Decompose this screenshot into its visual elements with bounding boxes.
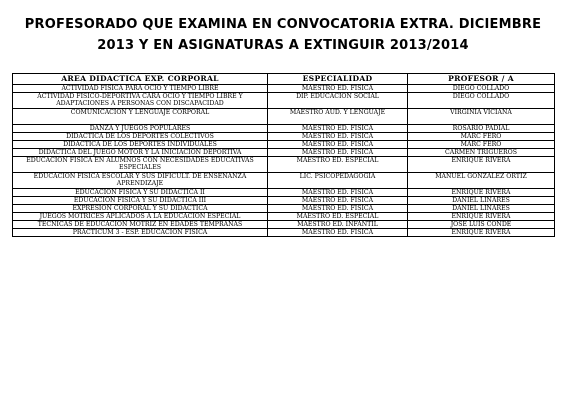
cell-asignatura: TECNICAS DE EDUCACION MOTRIZ EN EDADES TEMPRANAS — [13, 221, 268, 229]
cell-asignatura: DIDACTICA DE LOS DEPORTES COLECTIVOS — [13, 133, 268, 141]
cell-asignatura: JUEGOS MOTRICES APLICADOS A LA EDUCACION ESPECIAL — [13, 213, 268, 221]
cell-especialidad: MAESTRO ED. FISICA — [268, 205, 408, 213]
cell-asignatura: DANZA Y JUEGOS POPULARES — [13, 125, 268, 133]
cell-asignatura: EDUCACION FISICA EN ALUMNOS CON NECESIDADES EDUCATIVAS ESPECIALES — [13, 157, 268, 173]
cell-especialidad: MAESTRO ED. FISICA — [268, 133, 408, 141]
cell-profesor: CARMEN TRIGUEROS — [408, 149, 555, 157]
cell-especialidad: MAESTRO ED. FISICA — [268, 189, 408, 197]
cell-asignatura: PRACTICUM 3 - ESP. EDUCACION FISICA — [13, 229, 268, 237]
cell-especialidad: MAESTRO ED. INFANTIL — [268, 221, 408, 229]
cell-asignatura: EDUCACION FISICA Y SU DIDACTICA III — [13, 197, 268, 205]
cell-especialidad: MAESTRO ED. FISICA — [268, 85, 408, 93]
cell-profesor: MANUEL GONZALEZ ORTIZ — [408, 173, 555, 189]
column-header-especialidad: ESPECIALIDAD — [268, 74, 408, 85]
cell-especialidad: MAESTRO ED. ESPECIAL — [268, 213, 408, 221]
table-row — [13, 189, 555, 197]
cell-profesor: ENRIQUE RIVERA — [408, 189, 555, 197]
cell-asignatura: COMUNICACIÓN Y LENGUAJE CORPORAL — [13, 109, 268, 125]
table-header-row — [13, 74, 555, 85]
table-row — [13, 85, 555, 93]
cell-profesor: VIRGINIA VICIANA — [408, 109, 555, 125]
table-row — [13, 197, 555, 205]
table-row — [13, 157, 555, 173]
cell-especialidad: MAESTRO ED. FISICA — [268, 197, 408, 205]
cell-especialidad: MAESTRO AUD. Y LENGUAJE — [268, 109, 408, 125]
table-row — [13, 109, 555, 125]
cell-profesor: ENRIQUE RIVERA — [408, 157, 555, 173]
column-header-area: AREA DIDACTICA EXP. CORPORAL — [13, 74, 268, 85]
cell-especialidad: MAESTRO ED. FISICA — [268, 229, 408, 237]
cell-asignatura: DIDACTICA DEL JUEGO MOTOR Y LA INICIACION DEPORTIVA — [13, 149, 268, 157]
cell-asignatura: ACTIVIDAD FISICA PARA OCIO Y TIEMPO LIBRE — [13, 85, 268, 93]
cell-profesor: DANIEL LINARES — [408, 205, 555, 213]
cell-asignatura: EDUCACION FISICA Y SU DIDACTICA II — [13, 189, 268, 197]
cell-profesor: ENRIQUE RIVERA — [408, 213, 555, 221]
cell-profesor: MARC FERO — [408, 141, 555, 149]
table-row — [13, 125, 555, 133]
cell-asignatura: EXPRESION CORPORAL Y SU DIDACTICA — [13, 205, 268, 213]
cell-profesor: DANIEL LINARES — [408, 197, 555, 205]
cell-profesor: MARC FERO — [408, 133, 555, 141]
table-row — [13, 229, 555, 237]
cell-especialidad: MAESTRO ED. FISICA — [268, 149, 408, 157]
cell-profesor: DIEGO COLLADO — [408, 93, 555, 109]
table-row — [13, 173, 555, 189]
document-title-line-2: 2013 Y EN ASIGNATURAS A EXTINGUIR 2013/2014 — [97, 38, 469, 53]
exam-professors-table — [12, 73, 555, 237]
cell-especialidad: MAESTRO ED. ESPECIAL — [268, 157, 408, 173]
column-header-profesor: PROFESOR / A — [408, 74, 555, 85]
cell-especialidad: MAESTRO ED. FISICA — [268, 125, 408, 133]
table-row — [13, 93, 555, 109]
cell-profesor: DIEGO COLLADO — [408, 85, 555, 93]
cell-profesor: JOSE LUIS CONDE — [408, 221, 555, 229]
cell-especialidad: MAESTRO ED. FISICA — [268, 141, 408, 149]
cell-profesor: ROSARIO PADIAL — [408, 125, 555, 133]
cell-especialidad: LIC. PSICOPEDAGOGIA — [268, 173, 408, 189]
cell-asignatura: EDUCACION FISICA ESCOLAR Y SUS DIFICULT. DE ENSEÑANZA APRENDIZAJE — [13, 173, 268, 189]
table-row — [13, 149, 555, 157]
table-row — [13, 213, 555, 221]
document-title-line-1: PROFESORADO QUE EXAMINA EN CONVOCATORIA EXTRA. DICIEMBRE — [24, 17, 542, 32]
cell-asignatura: ACTIVIDAD FISICO-DEPORTIVA CARA OCIO Y TIEMPO LIBRE Y ADAPTACIONES A PERSONAS CON DISCAPACIDAD — [13, 93, 268, 109]
cell-asignatura: DIDACTICA DE LOS DEPORTES INDIVIDUALES — [13, 141, 268, 149]
table-row — [13, 133, 555, 141]
cell-profesor: ENRIQUE RIVERA — [408, 229, 555, 237]
table-row — [13, 205, 555, 213]
cell-especialidad: DIP. EDUCACION SOCIAL — [268, 93, 408, 109]
table-row — [13, 141, 555, 149]
table-row — [13, 221, 555, 229]
